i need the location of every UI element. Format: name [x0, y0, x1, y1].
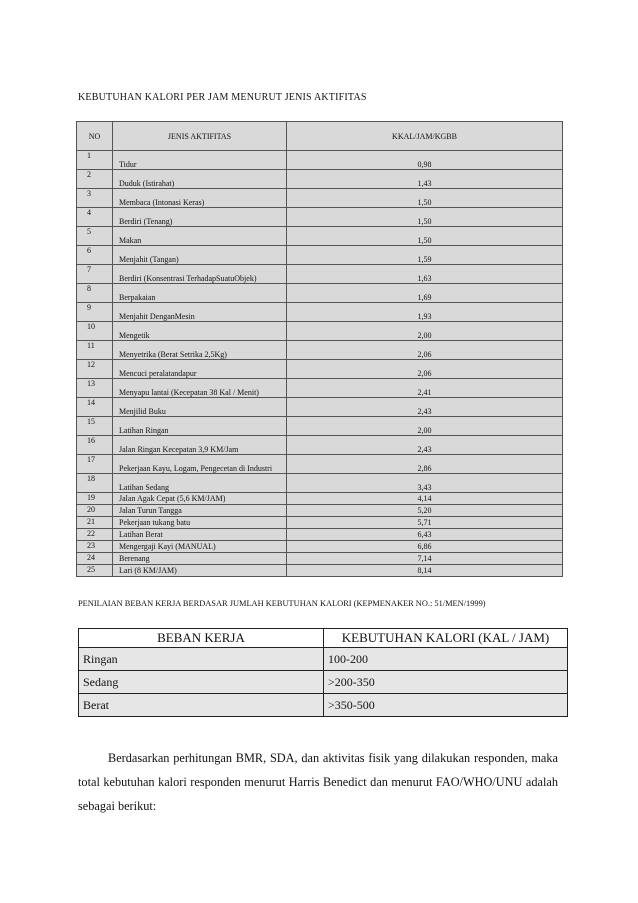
table-row — [79, 671, 568, 694]
kcal-value-cell: 1,69 — [287, 284, 563, 303]
row-number-cell: 21 — [77, 517, 113, 529]
table-row — [77, 398, 563, 417]
row-number-cell: 18 — [77, 474, 113, 493]
table-row — [77, 553, 563, 565]
table-row — [77, 517, 563, 529]
activity-cell: Duduk (Istirahat) — [113, 170, 287, 189]
header-kcal: KKAL/JAM/KGBB — [287, 122, 563, 151]
row-number-cell: 14 — [77, 398, 113, 417]
row-number-cell: 24 — [77, 553, 113, 565]
row-number-cell: 25 — [77, 565, 113, 577]
kcal-value-cell: 7,14 — [287, 553, 563, 565]
kcal-value-cell: 1,43 — [287, 170, 563, 189]
activity-cell: Berdiri (Konsentrasi TerhadapSuatuObjek) — [113, 265, 287, 284]
table-row — [77, 303, 563, 322]
row-number-cell: 19 — [77, 493, 113, 505]
kcal-value-cell: 1,50 — [287, 227, 563, 246]
row-number-cell: 20 — [77, 505, 113, 517]
calorie-cell: >350-500 — [324, 694, 568, 717]
activity-cell: Membaca (Intonasi Keras) — [113, 189, 287, 208]
row-number-cell: 8 — [77, 284, 113, 303]
kcal-value-cell: 5,20 — [287, 505, 563, 517]
table-row — [77, 341, 563, 360]
kcal-value-cell: 1,59 — [287, 246, 563, 265]
kcal-value-cell: 4,14 — [287, 493, 563, 505]
row-number-cell: 12 — [77, 360, 113, 379]
table-row — [77, 529, 563, 541]
table-row — [77, 436, 563, 455]
activity-cell: Latihan Sedang — [113, 474, 287, 493]
workload-cell: Sedang — [79, 671, 324, 694]
activity-cell: Menyetrika (Berat Setrika 2,5Kg) — [113, 341, 287, 360]
kcal-value-cell: 2,41 — [287, 379, 563, 398]
section-title: PENILAIAN BEBAN KERJA BERDASAR JUMLAH KEBUTUHAN KALORI (KEPMENAKER NO.: 51/MEN/1999) — [78, 599, 486, 608]
kcal-value-cell: 2,06 — [287, 341, 563, 360]
workload-cell: Berat — [79, 694, 324, 717]
table-row — [77, 379, 563, 398]
table-row — [77, 284, 563, 303]
kcal-value-cell: 5,71 — [287, 517, 563, 529]
activity-cell: Jalan Turun Tangga — [113, 505, 287, 517]
activity-cell: Berenang — [113, 553, 287, 565]
kcal-value-cell: 2,06 — [287, 360, 563, 379]
table-row — [77, 322, 563, 341]
activity-cell: Pekerjaan tukang batu — [113, 517, 287, 529]
table-header-row — [79, 629, 568, 648]
row-number-cell: 15 — [77, 417, 113, 436]
table-row — [77, 151, 563, 170]
activity-cell: Berpakaian — [113, 284, 287, 303]
activity-cell: Mengetik — [113, 322, 287, 341]
activity-cell: Pekerjaan Kayu, Logam, Pengecetan di Industri — [113, 455, 287, 474]
activity-cell: Berdiri (Tenang) — [113, 208, 287, 227]
kcal-value-cell: 6,86 — [287, 541, 563, 553]
paragraph-text: Berdasarkan perhitungan BMR, SDA, dan aktivitas fisik yang dilakukan responden, maka total kebutuhan kalori responden menurut Harris Benedict dan menurut FAO/WHO/UNU adalah sebagai berikut: — [78, 751, 558, 814]
activity-cell: Mengergaji Kayi (MANUAL) — [113, 541, 287, 553]
table-row — [77, 417, 563, 436]
kcal-value-cell: 2,00 — [287, 417, 563, 436]
row-number-cell: 7 — [77, 265, 113, 284]
header-activity: JENIS AKTIFITAS — [113, 122, 287, 151]
table-row — [77, 455, 563, 474]
row-number-cell: 5 — [77, 227, 113, 246]
document-title: KEBUTUHAN KALORI PER JAM MENURUT JENIS AKTIFITAS — [78, 92, 367, 103]
activity-cell: Mencuci peralatandapur — [113, 360, 287, 379]
activity-cell: Tidur — [113, 151, 287, 170]
row-number-cell: 11 — [77, 341, 113, 360]
kcal-value-cell: 3,43 — [287, 474, 563, 493]
table-row — [77, 246, 563, 265]
kcal-value-cell: 1,63 — [287, 265, 563, 284]
kcal-value-cell: 2,86 — [287, 455, 563, 474]
activity-cell: Menyapu lantai (Kecepatan 38 Kal / Menit) — [113, 379, 287, 398]
row-number-cell: 9 — [77, 303, 113, 322]
row-number-cell: 2 — [77, 170, 113, 189]
kcal-value-cell: 2,00 — [287, 322, 563, 341]
row-number-cell: 6 — [77, 246, 113, 265]
table-row — [77, 170, 563, 189]
table-row — [77, 227, 563, 246]
activity-cell: Menjahit DenganMesin — [113, 303, 287, 322]
activity-cell: Menjilid Buku — [113, 398, 287, 417]
row-number-cell: 3 — [77, 189, 113, 208]
table-row — [77, 493, 563, 505]
kcal-value-cell: 8,14 — [287, 565, 563, 577]
row-number-cell: 13 — [77, 379, 113, 398]
table-row — [77, 265, 563, 284]
kcal-value-cell: 2,43 — [287, 436, 563, 455]
calorie-cell: 100-200 — [324, 648, 568, 671]
kcal-value-cell: 1,93 — [287, 303, 563, 322]
row-number-cell: 1 — [77, 151, 113, 170]
activity-cell: Makan — [113, 227, 287, 246]
table-row — [77, 474, 563, 493]
workload-cell: Ringan — [79, 648, 324, 671]
table-header-row — [77, 122, 563, 151]
activity-cell: Latihan Berat — [113, 529, 287, 541]
table-row — [77, 360, 563, 379]
kcal-value-cell: 1,50 — [287, 208, 563, 227]
kcal-value-cell: 6,43 — [287, 529, 563, 541]
header-workload: BEBAN KERJA — [79, 629, 324, 648]
activity-cell: Latihan Ringan — [113, 417, 287, 436]
table-row — [77, 208, 563, 227]
workload-table — [78, 628, 568, 717]
row-number-cell: 10 — [77, 322, 113, 341]
kcal-value-cell: 2,43 — [287, 398, 563, 417]
kcal-value-cell: 0,98 — [287, 151, 563, 170]
table-row — [77, 189, 563, 208]
table-row — [77, 541, 563, 553]
table-row — [79, 694, 568, 717]
row-number-cell: 23 — [77, 541, 113, 553]
row-number-cell: 17 — [77, 455, 113, 474]
body-paragraph — [78, 746, 558, 818]
activity-cell: Jalan Agak Cepat (5,6 KM/JAM) — [113, 493, 287, 505]
calorie-cell: >200-350 — [324, 671, 568, 694]
calorie-activity-table — [76, 121, 563, 577]
header-no: NO — [77, 122, 113, 151]
activity-cell: Jalan Ringan Kecepatan 3,9 KM/Jam — [113, 436, 287, 455]
table-row — [77, 565, 563, 577]
activity-cell: Lari (8 KM/JAM) — [113, 565, 287, 577]
activity-cell: Menjahit (Tangan) — [113, 246, 287, 265]
row-number-cell: 16 — [77, 436, 113, 455]
table-row — [79, 648, 568, 671]
header-calorie-need: KEBUTUHAN KALORI (KAL / JAM) — [324, 629, 568, 648]
table-row — [77, 505, 563, 517]
row-number-cell: 22 — [77, 529, 113, 541]
row-number-cell: 4 — [77, 208, 113, 227]
kcal-value-cell: 1,50 — [287, 189, 563, 208]
